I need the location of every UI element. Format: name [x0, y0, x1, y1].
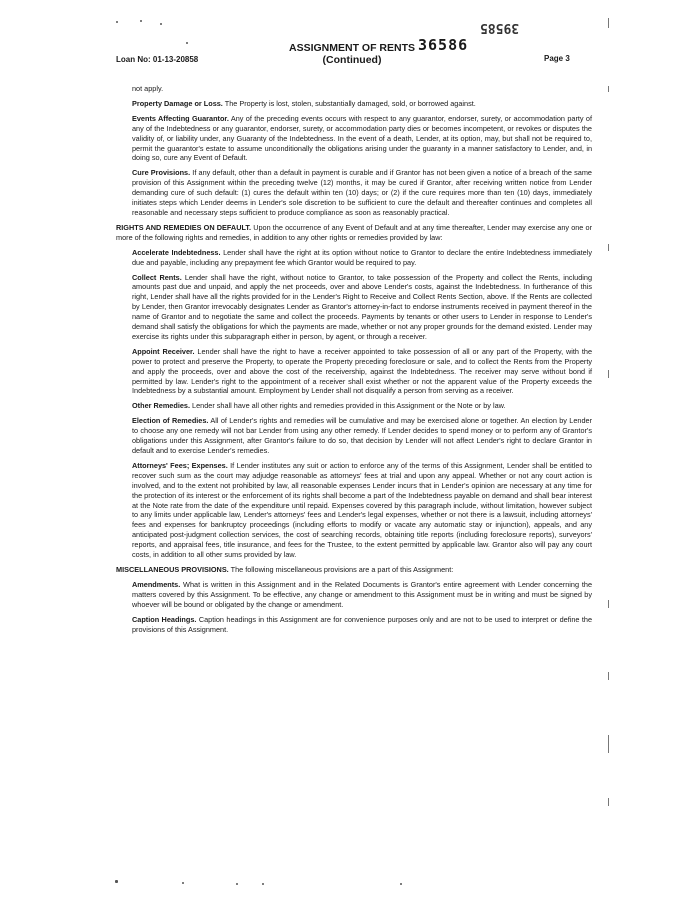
scan-edge-mark [608, 244, 609, 251]
scan-edge-mark [608, 600, 609, 608]
clause-text: If Lender institutes any suit or action to enforce any of the terms of this Assignment, Lender shall be entitled to recover such sum as the court may adjudge reasonable as attorneys' fees at trial and upon any appeal. Whether or not any court action is involved, and to the extent not prohibited by law, all reasonable expenses Lender incurs that in Lender's opinion are necessary at any time for the protection of its interest or the enforcement of its rights shall become a part of the Indebtedness payable on demand and shall bear interest at the Note rate from the date of the expenditure until repaid. Expenses covered by this paragraph include, without limitation, however subject to any limits under applicable law, Lender's attorneys' fees and Lender's legal expenses, whether or not there is a lawsuit, including attorneys' fees and expenses for bankruptcy proceedings (including efforts to modify or vacate any automatic stay or injunction), appeals, and any anticipated post-judgment collection services, the cost of searching records, obtaining title reports (including foreclosure reports), surveyors' reports, and appraisal fees, title insurance, and fees for the Trustee, to the extent permitted by applicable law. Grantor also will pay any court costs, in addition to all other sums provided by law. [132, 460, 592, 560]
clause-text: Lender shall have the right at its option without notice to Grantor to declare the entire Indebtedness immediately due and payable, including any prepayment fee which Grantor would be required to pay. [132, 247, 593, 267]
document-title-line1: ASSIGNMENT OF RENTS [288, 42, 415, 54]
clause-text: The following miscellaneous provisions are a part of this Assignment: [228, 564, 454, 574]
section-paragraph [116, 565, 592, 575]
scan-speck [160, 23, 162, 25]
clause-heading: Accelerate Indebtedness. [132, 247, 221, 257]
clause-paragraph [132, 416, 592, 456]
scan-speck [400, 883, 402, 885]
clause-heading: Collect Rents. [132, 272, 182, 282]
section-paragraph [116, 223, 592, 243]
scan-edge-mark [608, 18, 609, 28]
clause-heading: Other Remedies. [132, 401, 190, 411]
clause-heading: Election of Remedies. [132, 416, 209, 426]
scan-edge-mark [608, 798, 609, 806]
clause-paragraph [132, 580, 592, 610]
clause-text: The Property is lost, stolen, substantially damaged, sold, or borrowed against. [222, 98, 476, 108]
clause-paragraph [132, 273, 592, 342]
clause-paragraph [132, 401, 592, 411]
scan-speck [140, 20, 142, 22]
clause-paragraph [132, 99, 592, 109]
clause-text: If any default, other than a default in payment is curable and if Grantor has not been given a notice of a breach of the same provision of this Assignment within the preceding twelve (12) months, it may be cured if Grantor, after receiving written notice from Lender demanding cure of such default: (1) cures the default within ten (10) days; or (2) if the cure requires more than ten (10) days, immediately initiates steps which Lender deems in Lender's sole discretion to be sufficient to cure the default and thereafter continues and completes all reasonable and necessary steps sufficient to produce compliance as soon as reasonably practical. [132, 168, 592, 217]
clause-heading: Cure Provisions. [132, 168, 191, 178]
scan-speck [236, 883, 238, 885]
clause-text: All of Lender's rights and remedies will be cumulative and may be exercised alone or together. An election by Lender to choose any one remedy will not bar Lender from using any other remedy. If Lender decides to spend money or to perform any of Grantor's obligations under this Assignment, after Grantor's failure to do so, that decision by Lender will not affect Lender's right to declare Grantor in default and to exercise Lender's remedies. [132, 416, 593, 455]
scan-speck [115, 880, 118, 883]
clause-text: not apply. [132, 84, 164, 93]
scan-edge-mark [608, 86, 609, 92]
clause-text: Lender shall have the right to have a receiver appointed to take possession of all or any part of the Property, with the power to protect and preserve the Property, to operate the Property preceding foreclosure or sale, and to collect the Rents from the Property and apply the proceeds, over and above the cost of the receivership, against the Indebtedness. The receiver may serve without bond if permitted by law. Lender's right to the appointment of a receiver shall exist whether or not the apparent value of the Property exceeds the Indebtedness by a substantial amount. Employment by Lender shall not disqualify a person from serving as a receiver. [132, 346, 593, 396]
clause-paragraph [132, 461, 592, 560]
document-title [262, 42, 442, 66]
scan-edge-mark [608, 370, 609, 378]
scan-edge-mark [608, 672, 609, 680]
clause-heading: Caption Headings. [132, 614, 197, 624]
clause-heading: Attorneys' Fees; Expenses. [132, 460, 228, 470]
scan-speck [186, 42, 188, 44]
clause-paragraph [132, 168, 592, 218]
document-number: 36586 [418, 36, 469, 54]
clause-paragraph [132, 114, 592, 164]
clause-text: Upon the occurrence of any Event of Default and at any time thereafter, Lender may exercise any one or more of the following rights and remedies, in addition to any other rights or remedies provided by law: [116, 222, 592, 242]
scan-speck [182, 882, 184, 884]
clause-heading: Property Damage or Loss. [132, 98, 223, 108]
clause-heading: MISCELLANEOUS PROVISIONS. [116, 564, 229, 574]
stamp-number: 39585 [480, 20, 520, 35]
clause-text: Lender shall have all other rights and remedies provided in this Assignment or the Note or by law. [190, 401, 506, 411]
scan-edge-mark [608, 735, 609, 753]
clause-paragraph [132, 347, 592, 397]
clause-heading: Events Affecting Guarantor. [132, 113, 229, 123]
document-title-line2: (Continued) [322, 54, 382, 66]
page-number: Page 3 [544, 54, 570, 63]
clause-paragraph [132, 84, 592, 94]
clause-heading: RIGHTS AND REMEDIES ON DEFAULT. [116, 222, 252, 232]
clause-heading: Appoint Receiver. [132, 346, 195, 356]
clause-heading: Amendments. [132, 579, 181, 589]
loan-number: Loan No: 01-13-20858 [116, 55, 199, 64]
clause-text: Lender shall have the right, without notice to Grantor, to take possession of the Property and collect the Rents, including amounts past due and unpaid, and apply the net proceeds, over and above Lender's costs, against the Indebtedness. In furtherance of this right, Lender shall have all the rights provided for in the Lender's Right to Receive and Collect Rents Section, above. If the Rents are collected by Lender, then Grantor irrevocably designates Lender as Grantor's attorney-in-fact to endorse instruments received in payment thereof in the name of Grantor and to negotiate the same and collect the proceeds. Payments by tenants or other users to Lender in response to Lender's demand shall satisfy the obligations for which the payments are made, whether or not any proper grounds for the demand existed. Lender may exercise its rights under this subparagraph either in person, by agent, or through a receiver. [132, 272, 593, 341]
clause-text: What is written in this Assignment and in the Related Documents is Grantor's entire agreement with Lender concerning the matters covered by this Assignment. To be effective, any change or amendment to this Assignment must be in writing and must be signed by whoever will be bound or obligated by the change or amendment. [132, 579, 592, 609]
clause-text: Caption headings in this Assignment are for convenience purposes only and are not to be used to interpret or define the provisions of this Assignment. [132, 614, 593, 634]
scan-speck [262, 883, 264, 885]
document-body [116, 84, 592, 639]
clause-paragraph [132, 248, 592, 268]
clause-text: Any of the preceding events occurs with respect to any guarantor, endorser, surety, or accommodation party of any of the Indebtedness or any guarantor, endorser, surety, or accommodation party dies or becomes incompetent, or revokes or disputes the validity of, or liability under, any Guaranty of the Indebtedness. In the event of a death, Lender, at its option, may, but shall not be required to, permit the guarantor's estate to assume unconditionally the obligations arising under the guaranty in a manner satisfactory to Lender, and, in doing so, cure any Event of Default. [132, 113, 593, 163]
scan-speck [116, 21, 118, 23]
clause-paragraph [132, 615, 592, 635]
